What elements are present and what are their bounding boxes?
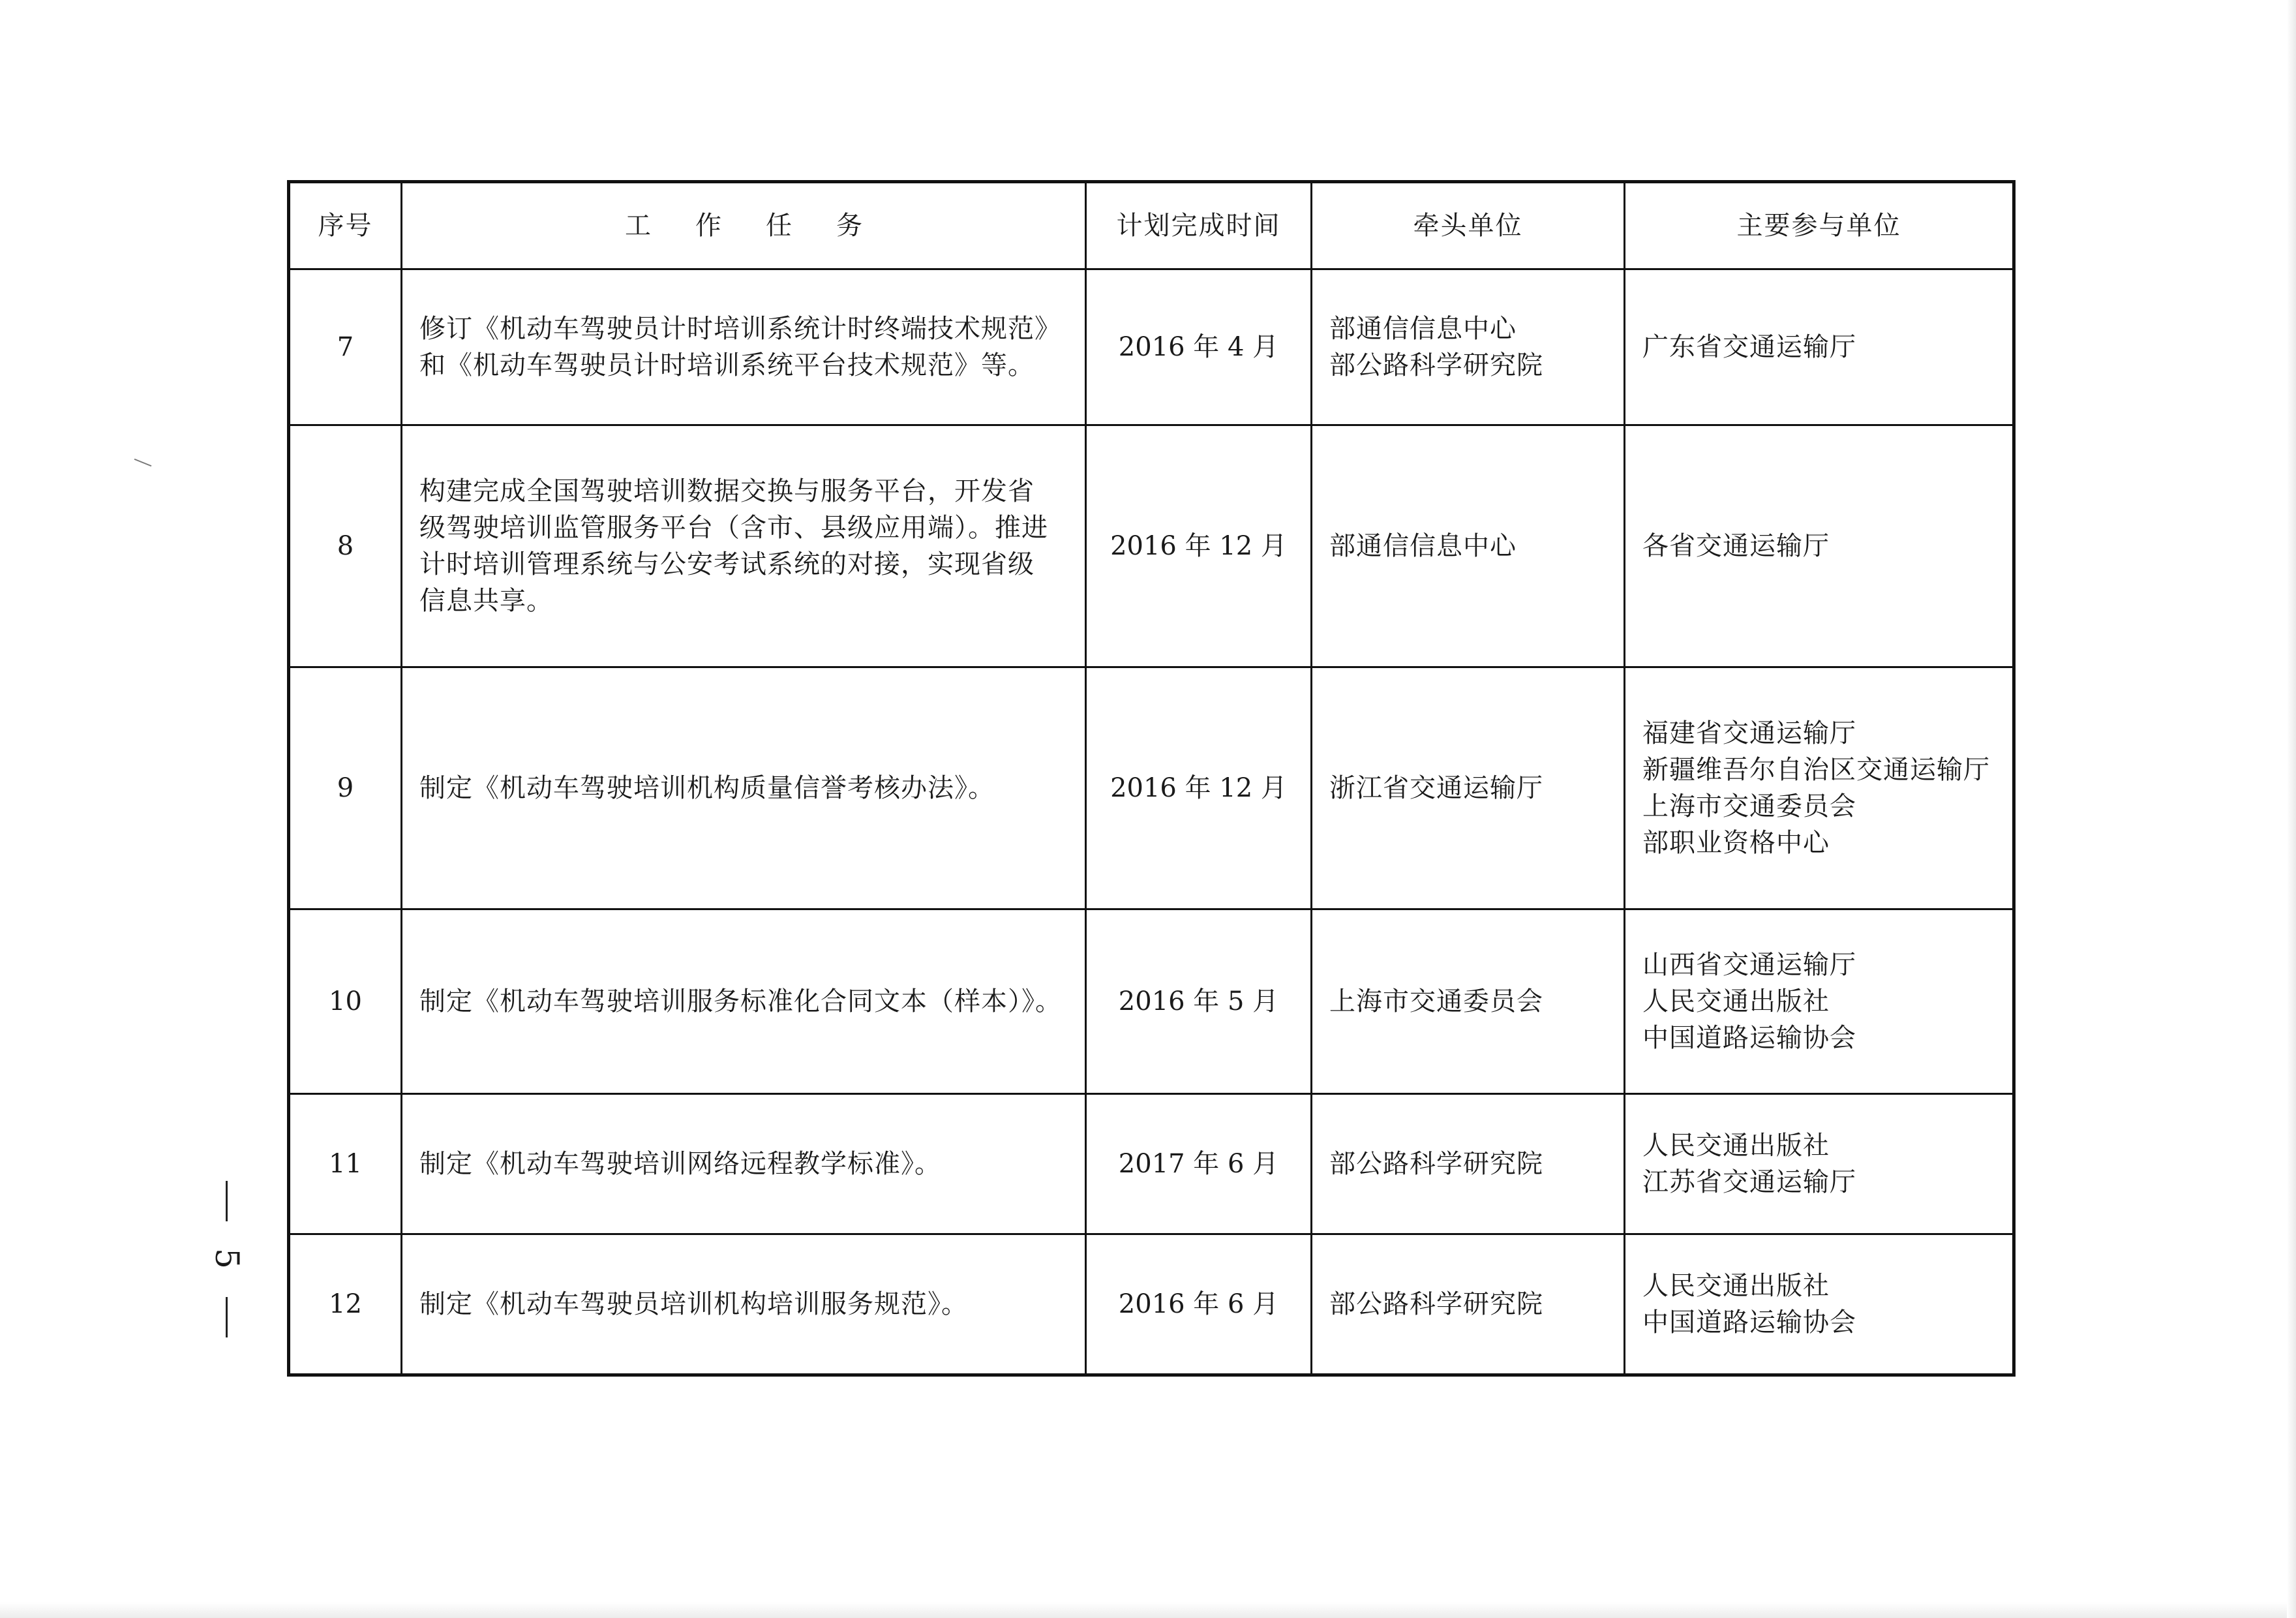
participant-line: 中国道路运输协会: [1642, 1023, 1856, 1053]
participant-line: 广东省交通运输厅: [1642, 332, 1856, 362]
table-header-row: [289, 182, 2014, 269]
cell-participants: [1625, 909, 2014, 1094]
cell-seq: 7: [289, 269, 402, 425]
participant-line: 福建省交通运输厅: [1642, 718, 1856, 748]
lead-line: 上海市交通委员会: [1329, 986, 1543, 1016]
header-lead: 牵头单位: [1312, 182, 1625, 269]
cell-time: 2017 年 6 月: [1086, 1094, 1312, 1234]
participant-line: 人民交通出版社: [1642, 986, 1830, 1016]
cell-seq: 11: [289, 1094, 402, 1234]
cell-seq: 12: [289, 1234, 402, 1375]
cell-time: 2016 年 12 月: [1086, 667, 1312, 909]
cell-task: [402, 667, 1086, 909]
cell-time: 2016 年 4 月: [1086, 269, 1312, 425]
cell-participants: [1625, 1094, 2014, 1234]
cell-task: [402, 1094, 1086, 1234]
table-row: [289, 667, 2014, 909]
cell-task: [402, 425, 1086, 667]
cell-seq: 8: [289, 425, 402, 667]
cell-lead: [1312, 1234, 1625, 1375]
cell-time: 2016 年 5 月: [1086, 909, 1312, 1094]
task-line: 信息共享。: [419, 586, 553, 616]
cell-lead: [1312, 909, 1625, 1094]
table-row: [289, 1094, 2014, 1234]
participant-line: 各省交通运输厅: [1642, 531, 1830, 561]
page-number-dash-top: [226, 1181, 228, 1221]
task-line: 制定《机动车驾驶员培训机构培训服务规范》。: [419, 1289, 968, 1319]
cell-participants: [1625, 667, 2014, 909]
cell-lead: [1312, 269, 1625, 425]
task-line: 级驾驶培训监管服务平台（含市、县级应用端）。推进: [419, 513, 1048, 543]
lead-line: 部公路科学研究院: [1329, 1149, 1543, 1179]
table-row: [289, 909, 2014, 1094]
page-number: [207, 1181, 247, 1337]
task-line: 制定《机动车驾驶培训机构质量信誉考核办法》。: [419, 773, 995, 803]
cell-task: [402, 1234, 1086, 1375]
scan-mark: [134, 459, 152, 466]
task-line: 修订《机动车驾驶员计时培训系统计时终端技术规范》: [419, 314, 1061, 344]
work-task-table: [287, 180, 2016, 1377]
table-row: [289, 1234, 2014, 1375]
cell-task: [402, 909, 1086, 1094]
task-line: 和《机动车驾驶员计时培训系统平台技术规范》等。: [419, 350, 1035, 380]
header-task: 工作任务: [402, 182, 1086, 269]
task-line: 构建完成全国驾驶培训数据交换与服务平台，开发省: [419, 476, 1035, 506]
page-number-value: 5: [208, 1248, 246, 1269]
cell-participants: [1625, 269, 2014, 425]
participant-line: 人民交通出版社: [1642, 1131, 1830, 1161]
cell-seq: 10: [289, 909, 402, 1094]
participant-line: 上海市交通委员会: [1642, 791, 1856, 821]
scan-edge-right: [2287, 0, 2296, 1618]
task-line: 计时培训管理系统与公安考试系统的对接，实现省级: [419, 549, 1035, 579]
cell-task: [402, 269, 1086, 425]
lead-line: 浙江省交通运输厅: [1329, 773, 1543, 803]
header-seq: 序号: [289, 182, 402, 269]
cell-lead: [1312, 667, 1625, 909]
cell-time: 2016 年 6 月: [1086, 1234, 1312, 1375]
lead-line: 部公路科学研究院: [1329, 350, 1543, 380]
participant-line: 部职业资格中心: [1642, 828, 1830, 858]
participant-line: 人民交通出版社: [1642, 1271, 1830, 1301]
participant-line: 江苏省交通运输厅: [1642, 1167, 1856, 1197]
cell-time: 2016 年 12 月: [1086, 425, 1312, 667]
page-number-dash-bottom: [226, 1297, 228, 1337]
header-time: 计划完成时间: [1086, 182, 1312, 269]
lead-line: 部通信信息中心: [1329, 314, 1517, 344]
participant-line: 中国道路运输协会: [1642, 1307, 1856, 1337]
cell-seq: 9: [289, 667, 402, 909]
cell-participants: [1625, 425, 2014, 667]
task-line: 制定《机动车驾驶培训网络远程教学标准》。: [419, 1149, 941, 1179]
lead-line: 部公路科学研究院: [1329, 1289, 1543, 1319]
task-line: 制定《机动车驾驶培训服务标准化合同文本（样本）》。: [419, 986, 1062, 1016]
cell-participants: [1625, 1234, 2014, 1375]
cell-lead: [1312, 1094, 1625, 1234]
header-participants: 主要参与单位: [1625, 182, 2014, 269]
table-row: [289, 425, 2014, 667]
participant-line: 山西省交通运输厅: [1642, 950, 1856, 980]
table-row: [289, 269, 2014, 425]
participant-line: 新疆维吾尔自治区交通运输厅: [1642, 755, 1990, 785]
cell-lead: [1312, 425, 1625, 667]
lead-line: 部通信信息中心: [1329, 531, 1517, 561]
scan-edge-bottom: [0, 1602, 2296, 1618]
